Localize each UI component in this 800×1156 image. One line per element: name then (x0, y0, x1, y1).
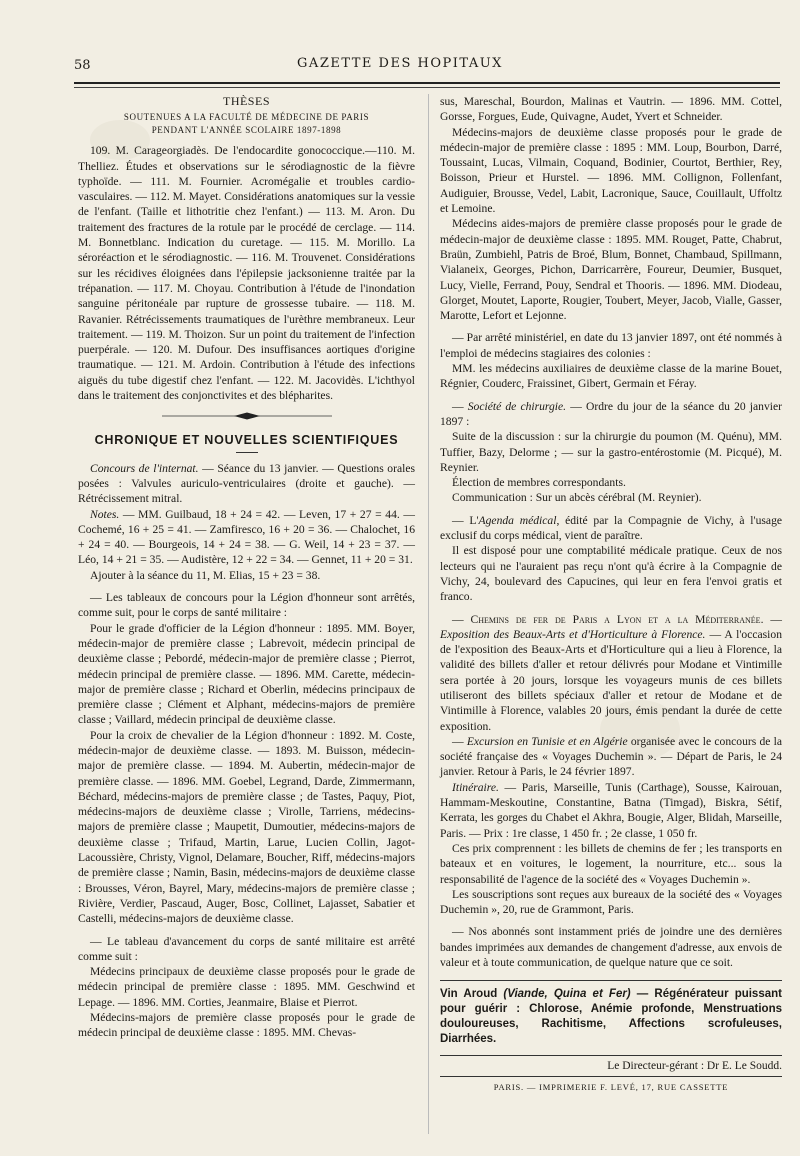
abonnes-paragraph: — Nos abonnés sont instamment priés de joindre une des dernières bandes imprimées aux demandes de changement d'adresse, aux envois de valeur et à toute communication, de quelque nature que ce soit. (440, 925, 782, 970)
notes-paragraph: Notes. — MM. Guilbaud, 18 + 24 = 42. — Leven, 17 + 27 = 44. — Cochemé, 16 + 25 = 41. — Zamfiresco, 16 + 20 = 36. — Chalochet, 16 + 24 = 40. — Bourgeois, 14 + 24 = 38. — G. Weil, 14 + 23 = 37. — Léo, 14 + 21 = 35. — Audistère, 12 + 22 = 34. — Gennet, 11 + 20 = 31. (78, 507, 415, 567)
page-number: 58 (74, 58, 91, 73)
vin-aroud-advertisement: Vin Aroud (Viande, Quina et Fer) — Régénérateur puissant pour guérir : Chlorose, Anémie profonde, Menstruations douloureuses, Rachitisme, Affections scrofuleuses, Diarrhées. (440, 980, 782, 1047)
directeur-gerant: Le Directeur-gérant : Dr E. Le Soudd. (607, 1060, 782, 1073)
excursion-paragraph: — Excursion en Tunisie et en Algérie organisée avec le concours de la société française des « Voyages Duchemin ». — Départ de Paris, le 24 janvier. Retour à Paris, le 24 février 1897. (440, 734, 782, 779)
election-paragraph: Élection de membres correspondants. (452, 476, 626, 490)
principaux-paragraph: Médecins principaux de deuxième classe proposés pour le grade de médecin principal de première classe : 1895. MM. Geschwind et Lepage. — 1896. MM. Corties, Jeanmaire, Blaise et Pierrot. (78, 965, 415, 1009)
dispose-paragraph: Il est disposé pour une comptabilité médicale pratique. Ceux de nos lecteurs qui ne l'auraient pas reçu n'ont qu'à écrire à la Compagnie de Vichy, 24, boulevard des Capucines, qui leur en fera l'envoi gratis et franco. (440, 544, 782, 604)
continuation-paragraph: sus, Mareschal, Bourdon, Malinas et Vautrin. — 1896. MM. Cottel, Gorsse, Forgues, Eude, Quivagne, Audet, Yvert et Schneider. (440, 95, 782, 124)
chronique-title: CHRONIQUE ET NOUVELLES SCIENTIFIQUES (94, 433, 399, 448)
aides-paragraph: Médecins aides-majors de première classe proposés pour le grade de médecin-major de deuxième classe : 1895. MM. Rouget, Patte, Chabrut, Braün, Zumbiehl, Patris de Broé, Blum, Bonnet, Chambaud, Spillmann, Vialaneix, Georges, Pichon, Darricarrère, Foureur, Deumier, Busquet, Lucy, Vielle, Ferrand, Pouy, Sendral et Thooris. — 1896. MM. Diodeau, Glorget, Moutet, Laporte, Rougier, Toubert, Meyer, Jacob, Vialle, Gasser, Marotte, Lefort et Lejonne. (440, 217, 782, 323)
communication-paragraph: Communication : Sur un abcès cérébral (M. Reynier). (452, 491, 702, 505)
theses-title: THÈSES (222, 94, 270, 108)
header-rule-thin (74, 87, 780, 88)
ornament-divider (78, 411, 415, 421)
prix-paragraph: Ces prix comprennent : les billets de chemins de fer ; les transports en bateaux et en voitures, le logement, la nourriture, etc... sous la responsabilité de l'agence de la société des « Voyages Duchemin ». (440, 841, 782, 886)
theses-subtitle: SOUTENUES A LA FACULTÉ DE MÉDECINE DE PARIS PENDANT L'ANNÉE SCOLAIRE 1897-1898 (123, 112, 370, 136)
arrete-paragraph: — Par arrêté ministériel, en date du 13 janvier 1897, ont été nommés à l'emploi de médecins stagiaires des colonies : (440, 331, 782, 360)
theses-list: 109. M. Carageorgiadès. De l'endocardite gonococcique.—110. M. Thelliez. Études et observations sur le sérodiagnostic de la fièvre typhoïde. — 111. M. Fournier. Acromégalie et troubles cardio-vasculaires. — 112. M. Mayet. Considérations anatomiques sur la vessie de l'enfant. (Taille et lithotritie chez l'enfant.) — 113. M. Aron. Du traitement des fractures de la rotule par le procédé de cerclage. — 114. M. Bonnetblanc. Indication du curetage. — 115. M. Morillo. La séroréaction et le sérodiagnostic. — 116. M. Trouvenet. Considérations sur les récidives éloignées dans l'épilepsie jacksonienne traitée par la trépanation. — 117. M. Choyau. Contribution à l'étude de l'inondation sanguine péritonéale par rupture de grossesse tubaire. — 118. M. Ravanier. Rétrécissements traumatiques de l'urèthre membraneux. Leur traitement. — 119. M. Thoizon. Sur un point du traitement de l'infection puerpérale. — 120. M. Dufour. Des insuffisances aortiques d'origine traumatique. — 121. M. Ardoin. Contribution à l'étude des infections aiguës du tube digestif chez l'enfant. — 122. M. Jacovidès. L'ichthyol dans le traitement des conjonctivites et des blépharites. (78, 144, 415, 403)
avancement-paragraph: — Le tableau d'avancement du corps de santé militaire est arrêté comme suit : (78, 934, 415, 963)
chemins-paragraph: — Chemins de fer de Paris a Lyon et a la Méditerranée. — Exposition des Beaux-Arts et d'Horticulture à Florence. — A l'occasion de l'exposition des Beaux-Arts et d'Horticulture qui a lieu à Florence, la validité des billets d'aller et retour délivrés pour Modane et Vintimille sera portée à 20 jours, lorsque les voyageurs munis de ces billets utiliseront des billets spéciaux d'aller et retour de Modane et de Vintimille à Florence, valables 20 jours, émis pendant la durée de cette exposition. (440, 612, 782, 733)
left-column (78, 94, 415, 1041)
itineraire-paragraph: Itinéraire. — Paris, Marseille, Tunis (Carthage), Sousse, Kairouan, Hammam-Meskoutine, Constantine, Batna (Timgad), Biskra, Sétif, Kerrata, les gorges du Chabet el Akhra, Bougie, Alger, Blidah, Marseille, Paris. — Prix : 1re classe, 1 450 fr. ; 2e classe, 1 050 fr. (440, 780, 782, 840)
societe-paragraph: — Société de chirurgie. — Ordre du jour de la séance du 20 janvier 1897 : (440, 399, 782, 428)
running-title: GAZETTE DES HOPITAUX (297, 56, 503, 71)
footer-rule (440, 1055, 782, 1056)
short-rule (236, 452, 258, 453)
internat-paragraph: Concours de l'internat. — Séance du 13 janvier. — Questions orales posées : Valvules auriculo-ventriculaires (droite et gauche). — Rétrécissement mitral. (78, 461, 415, 506)
tableaux-paragraph: — Les tableaux de concours pour la Légion d'honneur sont arrêtés, comme suit, pour le corps de santé militaire : (78, 591, 415, 620)
suite-paragraph: Suite de la discussion : sur la chirurgie du poumon (M. Quénu), MM. Tuffier, Bazy, Delorme ; — sur la gastro-entérostomie (M. Picqué), M. Reynier. (440, 430, 782, 474)
officier-paragraph: Pour le grade d'officier de la Légion d'honneur : 1895. MM. Boyer, médecin-major de première classe ; Labrevoit, médecin principal de deuxième classe ; Pebordé, médecin-major de première classe ; Pierrot, médecin principal de première classe. — 1896. MM. Carette, médecin-major de première classe ; Richard et Oberlin, médecins principaux de première classe ; Clément et Alphant, médecins-majors de première classe ; Vaillard, médecin principal de deuxième classe. (78, 621, 415, 727)
right-column (440, 94, 782, 1095)
printer-imprint: PARIS. — IMPRIMERIE F. LEVÉ, 17, RUE CASSETTE (440, 1076, 782, 1095)
auxiliaires-paragraph: MM. les médecins auxiliaires de deuxième classe de la marine Bouet, Régnier, Couderc, Fraissinet, Gibert, Germain et Féray. (440, 362, 782, 391)
ajouter-paragraph: Ajouter à la séance du 11, M. Elias, 15 + 23 = 38. (90, 568, 321, 582)
header-rule (74, 82, 780, 84)
majors-first-paragraph: Médecins-majors de première classe proposés pour le grade de médecin principal de deuxième classe : 1895. MM. Chevas- (78, 1011, 415, 1040)
column-divider (428, 94, 429, 1134)
majors-second-paragraph: Médecins-majors de deuxième classe proposés pour le grade de médecin-major de première classe : 1895 : MM. Loup, Bourbon, Darré, Toussaint, Lucas, Vilmain, Coquand, Bodinier, Courtot, Berthier, Rey, Boisson, Prieur et Hurstel. — 1896. MM. Collignon, Follenfant, Audiguier, Brousse, Vedel, Labit, Lacronique, Sauce, Couillault, Uffoltz et Lemoine. (440, 125, 782, 216)
agenda-paragraph: — L'Agenda médical, édité par la Compagnie de Vichy, à l'usage exclusif du corps médical, vient de paraître. (440, 513, 783, 543)
souscriptions-paragraph: Les souscriptions sont reçues aux bureaux de la société des « Voyages Duchemin », 20, rue de Grammont, Paris. (440, 887, 782, 917)
chevalier-paragraph: Pour la croix de chevalier de la Légion d'honneur : 1892. M. Coste, médecin-major de deuxième classe. — 1893. M. Buisson, médecin-major de première classe. — 1894. M. Aubertin, médecin-major de première classe. — 1896. MM. Goebel, Legrand, Darde, Zimmermann, Béchard, médecins-majors de première classe ; de Tastes, Paquy, Piot, médecins-majors de deuxième classe ; Virolle, Tarriens, médecins-majors de première classe ; Maupetit, Dumoutier, médecins-majors de deuxième classe ; Trifaud, Martin, Larue, Lucien Collin, Jagot-Lacoussière, Christy, Vignol, Delamare, Boucher, Riff, médecins-majors de première classe ; Namin, Basin, médecins-majors de deuxième classe : Brousses, Véron, Bayrel, Mary, médecins-majors de première classe ; Rivière, Verdier, Pascaud, Auger, Bosc, Collinet, Lajasset, Sabatier et Castelli, médecins-majors de deuxième classe. (78, 728, 415, 926)
